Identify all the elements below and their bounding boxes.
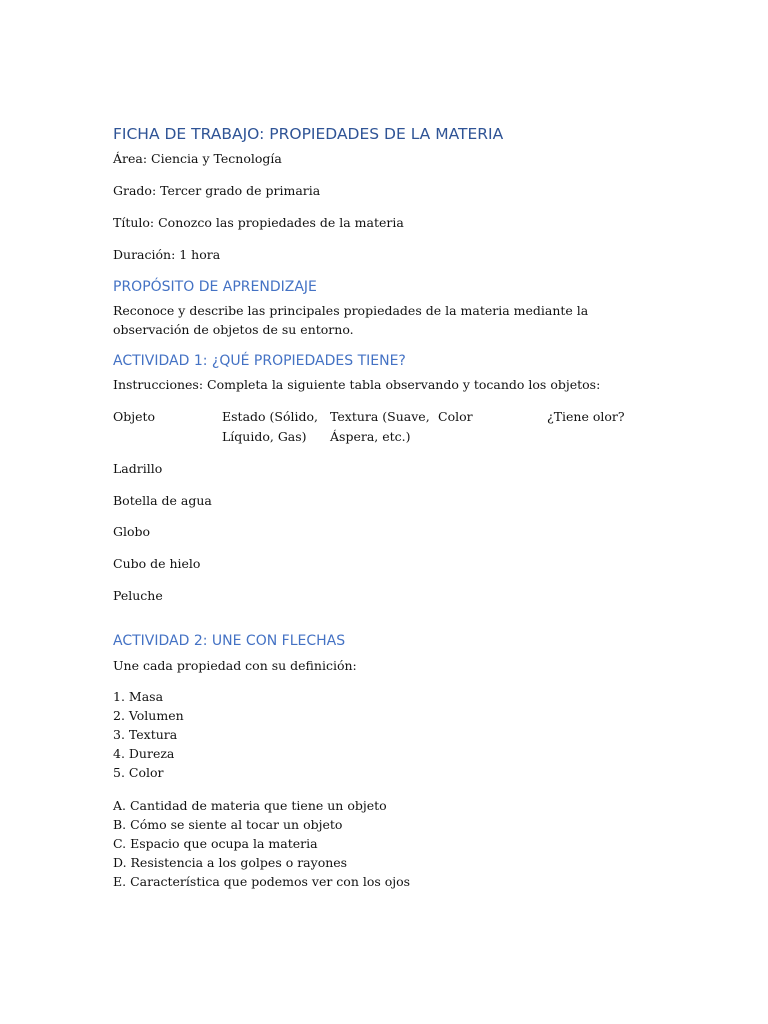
list-item: 5. Color [113, 765, 164, 780]
table-row-hielo: Cubo de hielo [113, 556, 201, 571]
list-item: B. Cómo se siente al tocar un objeto [113, 817, 343, 832]
list-item: 4. Dureza [113, 746, 175, 761]
table-header-estado: Estado (Sólido, Líquido, Gas) [222, 409, 318, 444]
list-item: 2. Volumen [113, 708, 184, 723]
definitions-list [113, 796, 410, 891]
list-item: 3. Textura [113, 727, 178, 742]
list-item: D. Resistencia a los golpes o rayones [113, 855, 348, 870]
table-row-botella: Botella de agua [113, 493, 212, 508]
actividad1-heading: ACTIVIDAD 1: ¿QUÉ PROPIEDADES TIENE? [113, 353, 406, 369]
proposito-heading: PROPÓSITO DE APRENDIZAJE [113, 279, 317, 295]
actividad2-instructions: Une cada propiedad con su definición: [113, 658, 357, 673]
actividad2-heading: ACTIVIDAD 2: UNE CON FLECHAS [113, 633, 346, 649]
table-header-olor: ¿Tiene olor? [547, 409, 625, 424]
list-item: C. Espacio que ocupa la materia [113, 836, 318, 851]
table-header-textura: Textura (Suave, Áspera, etc.) [330, 409, 430, 444]
properties-list [113, 687, 184, 782]
table-header-color: Color [438, 409, 473, 424]
grado-line: Grado: Tercer grado de primaria [113, 183, 321, 198]
duracion-line: Duración: 1 hora [113, 247, 221, 262]
table-row-globo: Globo [113, 524, 151, 539]
list-item: E. Característica que podemos ver con los ojos [113, 874, 411, 889]
list-item: 1. Masa [113, 689, 164, 704]
table-row-peluche: Peluche [113, 588, 163, 603]
titulo-line: Título: Conozco las propiedades de la materia [113, 215, 404, 230]
table-header-objeto: Objeto [113, 409, 156, 424]
list-item: A. Cantidad de materia que tiene un objeto [113, 798, 387, 813]
document-title: FICHA DE TRABAJO: PROPIEDADES DE LA MATERIA [113, 125, 504, 143]
proposito-text: Reconoce y describe las principales propiedades de la materia mediante la observación de objetos de su entorno. [113, 303, 589, 337]
actividad1-instructions: Instrucciones: Completa la siguiente tabla observando y tocando los objetos: [113, 377, 601, 392]
table-row-ladrillo: Ladrillo [113, 461, 163, 476]
area-line: Área: Ciencia y Tecnología [113, 151, 282, 166]
